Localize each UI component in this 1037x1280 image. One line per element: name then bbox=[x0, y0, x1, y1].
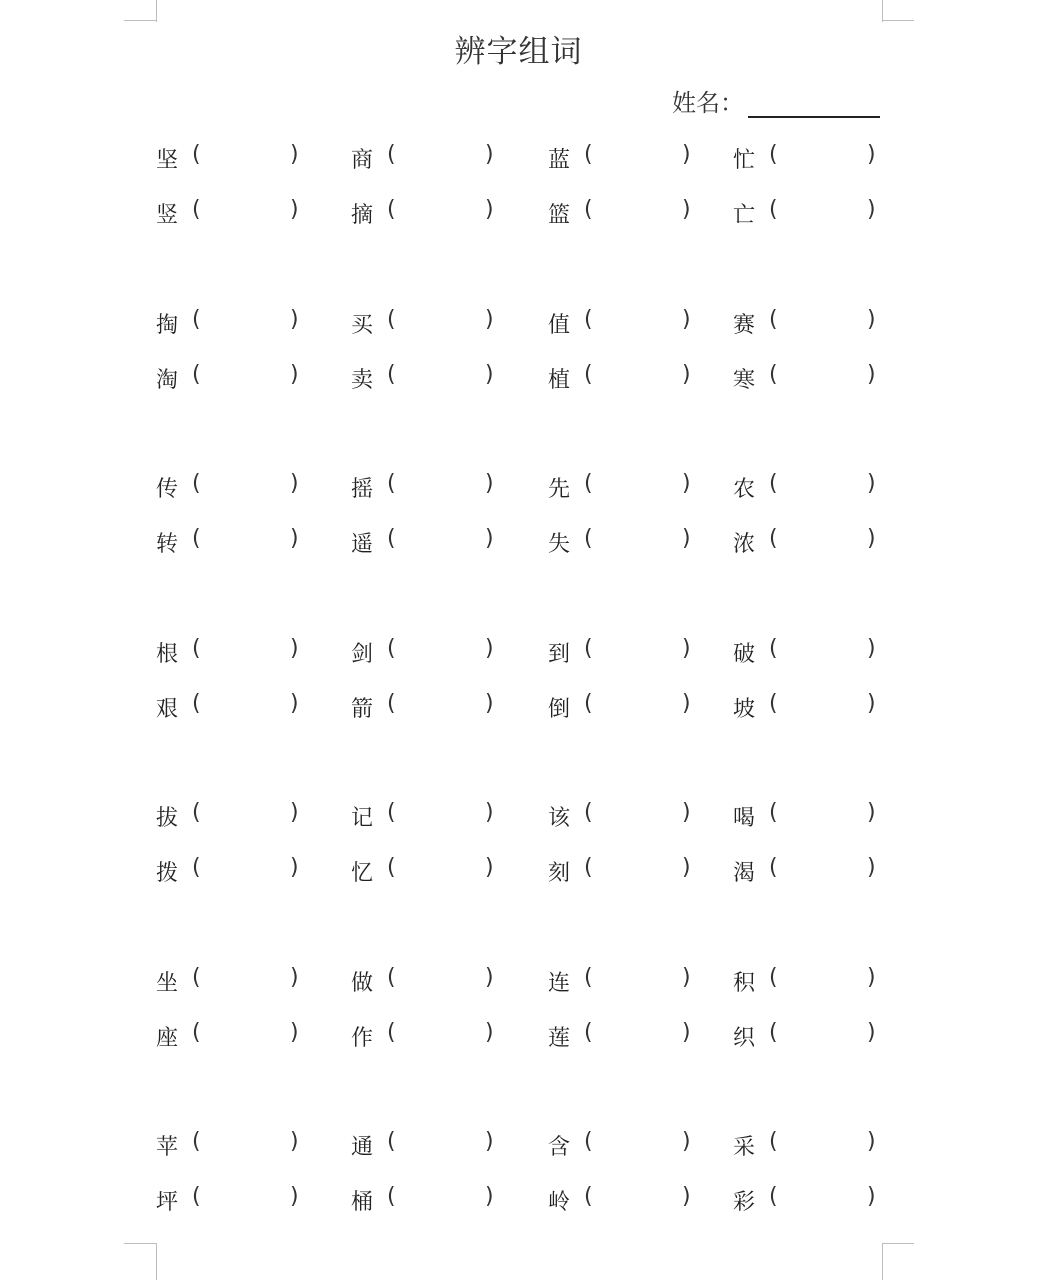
blank-open-paren[interactable]: ( bbox=[192, 197, 201, 222]
blank-close-paren: ) bbox=[485, 361, 494, 387]
character: 植 bbox=[548, 367, 571, 393]
blank-open-paren[interactable]: ( bbox=[387, 1184, 396, 1209]
blank-open-paren[interactable]: ( bbox=[192, 1129, 201, 1154]
character: 忆 bbox=[351, 861, 374, 886]
blank-close-paren: ) bbox=[682, 855, 691, 880]
word-cell bbox=[733, 692, 883, 722]
character: 织 bbox=[733, 1025, 756, 1051]
character: 遥 bbox=[351, 532, 374, 557]
word-cell bbox=[351, 198, 501, 228]
blank-close-paren: ) bbox=[290, 855, 299, 880]
word-row bbox=[0, 856, 1037, 886]
word-cell bbox=[733, 1021, 883, 1051]
word-cell bbox=[351, 1130, 501, 1160]
character: 掏 bbox=[156, 312, 179, 338]
word-cell bbox=[548, 1185, 698, 1215]
blank-open-paren[interactable]: ( bbox=[584, 690, 593, 716]
blank-open-paren[interactable]: ( bbox=[387, 964, 396, 990]
character: 苹 bbox=[156, 1135, 179, 1160]
blank-open-paren[interactable]: ( bbox=[192, 361, 201, 387]
blank-open-paren[interactable]: ( bbox=[192, 800, 201, 825]
blank-close-paren: ) bbox=[290, 800, 299, 825]
word-cell bbox=[351, 801, 501, 831]
word-cell bbox=[156, 198, 306, 228]
blank-close-paren: ) bbox=[682, 690, 691, 716]
blank-open-paren[interactable]: ( bbox=[192, 964, 201, 990]
blank-close-paren: ) bbox=[290, 635, 299, 661]
character: 篮 bbox=[548, 203, 571, 228]
character: 记 bbox=[351, 806, 374, 831]
blank-close-paren: ) bbox=[485, 1129, 494, 1154]
character: 买 bbox=[351, 312, 374, 338]
word-cell bbox=[351, 527, 501, 557]
character: 传 bbox=[156, 477, 179, 502]
word-cell bbox=[548, 308, 698, 338]
word-cell bbox=[733, 1130, 883, 1160]
blank-close-paren: ) bbox=[485, 800, 494, 825]
word-cell bbox=[733, 966, 883, 996]
character: 淘 bbox=[156, 367, 179, 393]
word-cell bbox=[733, 527, 883, 557]
character: 莲 bbox=[548, 1025, 571, 1051]
blank-open-paren[interactable]: ( bbox=[387, 471, 396, 496]
blank-close-paren: ) bbox=[682, 306, 691, 332]
blank-close-paren: ) bbox=[682, 142, 691, 167]
character: 拨 bbox=[156, 861, 179, 886]
word-row bbox=[0, 966, 1037, 996]
blank-open-paren[interactable]: ( bbox=[769, 526, 778, 551]
word-cell bbox=[351, 472, 501, 502]
character: 含 bbox=[548, 1135, 571, 1160]
blank-open-paren[interactable]: ( bbox=[387, 306, 396, 332]
blank-close-paren: ) bbox=[867, 306, 876, 332]
blank-close-paren: ) bbox=[682, 1184, 691, 1209]
word-row bbox=[0, 472, 1037, 502]
character: 商 bbox=[351, 148, 374, 173]
blank-open-paren[interactable]: ( bbox=[769, 1184, 778, 1209]
word-row bbox=[0, 1021, 1037, 1051]
blank-close-paren: ) bbox=[867, 800, 876, 825]
blank-close-paren: ) bbox=[290, 526, 299, 551]
word-cell bbox=[351, 966, 501, 996]
blank-open-paren[interactable]: ( bbox=[584, 197, 593, 222]
character: 积 bbox=[733, 970, 756, 996]
blank-open-paren[interactable]: ( bbox=[192, 1184, 201, 1209]
blank-open-paren[interactable]: ( bbox=[769, 855, 778, 880]
blank-close-paren: ) bbox=[485, 1184, 494, 1209]
character: 亡 bbox=[733, 203, 756, 228]
blank-open-paren[interactable]: ( bbox=[192, 142, 201, 167]
blank-open-paren[interactable]: ( bbox=[387, 1019, 396, 1045]
word-cell bbox=[156, 856, 306, 886]
blank-close-paren: ) bbox=[485, 197, 494, 222]
character: 坚 bbox=[156, 148, 179, 173]
word-cell bbox=[548, 692, 698, 722]
blank-open-paren[interactable]: ( bbox=[769, 142, 778, 167]
blank-close-paren: ) bbox=[485, 635, 494, 661]
character: 竖 bbox=[156, 203, 179, 228]
word-cell bbox=[156, 472, 306, 502]
blank-close-paren: ) bbox=[290, 361, 299, 387]
blank-close-paren: ) bbox=[485, 142, 494, 167]
blank-open-paren[interactable]: ( bbox=[387, 142, 396, 167]
character: 浓 bbox=[733, 532, 756, 557]
character: 连 bbox=[548, 970, 571, 996]
blank-open-paren[interactable]: ( bbox=[584, 1019, 593, 1045]
word-cell bbox=[548, 472, 698, 502]
character: 赛 bbox=[733, 312, 756, 338]
character: 桶 bbox=[351, 1190, 374, 1215]
blank-open-paren[interactable]: ( bbox=[192, 526, 201, 551]
blank-open-paren[interactable]: ( bbox=[387, 800, 396, 825]
blank-close-paren: ) bbox=[485, 471, 494, 496]
character: 拔 bbox=[156, 806, 179, 831]
blank-close-paren: ) bbox=[867, 855, 876, 880]
character: 渴 bbox=[733, 861, 756, 886]
blank-close-paren: ) bbox=[682, 800, 691, 825]
blank-close-paren: ) bbox=[682, 1019, 691, 1045]
character: 箭 bbox=[351, 696, 374, 722]
word-cell bbox=[156, 143, 306, 173]
word-cell bbox=[156, 692, 306, 722]
character: 采 bbox=[733, 1135, 756, 1160]
blank-close-paren: ) bbox=[290, 1019, 299, 1045]
word-cell bbox=[351, 1185, 501, 1215]
character: 失 bbox=[548, 532, 571, 557]
blank-open-paren[interactable]: ( bbox=[769, 964, 778, 990]
character: 做 bbox=[351, 970, 374, 996]
blank-close-paren: ) bbox=[682, 635, 691, 661]
word-cell bbox=[733, 308, 883, 338]
blank-open-paren[interactable]: ( bbox=[387, 635, 396, 661]
word-cell bbox=[351, 637, 501, 667]
word-row bbox=[0, 801, 1037, 831]
blank-close-paren: ) bbox=[867, 471, 876, 496]
word-cell bbox=[548, 856, 698, 886]
blank-open-paren[interactable]: ( bbox=[769, 197, 778, 222]
word-cell bbox=[733, 198, 883, 228]
character: 剑 bbox=[351, 641, 374, 667]
character: 刻 bbox=[548, 861, 571, 886]
blank-open-paren[interactable]: ( bbox=[584, 1184, 593, 1209]
word-cell bbox=[733, 856, 883, 886]
character: 坐 bbox=[156, 970, 179, 996]
word-cell bbox=[733, 637, 883, 667]
word-cell bbox=[351, 363, 501, 393]
blank-open-paren[interactable]: ( bbox=[769, 306, 778, 332]
blank-close-paren: ) bbox=[682, 526, 691, 551]
character: 破 bbox=[733, 641, 756, 667]
word-cell bbox=[733, 143, 883, 173]
word-cell bbox=[156, 1185, 306, 1215]
blank-close-paren: ) bbox=[290, 1129, 299, 1154]
word-row bbox=[0, 143, 1037, 173]
blank-close-paren: ) bbox=[682, 964, 691, 990]
blank-open-paren[interactable]: ( bbox=[769, 471, 778, 496]
word-row bbox=[0, 198, 1037, 228]
blank-close-paren: ) bbox=[485, 690, 494, 716]
word-row bbox=[0, 692, 1037, 722]
character: 忙 bbox=[733, 148, 756, 173]
blank-close-paren: ) bbox=[485, 306, 494, 332]
character: 艰 bbox=[156, 696, 179, 722]
blank-close-paren: ) bbox=[867, 142, 876, 167]
blank-close-paren: ) bbox=[867, 1184, 876, 1209]
word-cell bbox=[733, 801, 883, 831]
word-cell bbox=[548, 1021, 698, 1051]
blank-open-paren[interactable]: ( bbox=[387, 361, 396, 387]
character: 值 bbox=[548, 312, 571, 338]
word-cell bbox=[733, 472, 883, 502]
word-row bbox=[0, 1185, 1037, 1215]
character: 坡 bbox=[733, 696, 756, 722]
word-cell bbox=[351, 692, 501, 722]
word-cell bbox=[156, 637, 306, 667]
character: 摇 bbox=[351, 477, 374, 502]
character: 到 bbox=[548, 641, 571, 667]
blank-close-paren: ) bbox=[290, 471, 299, 496]
blank-open-paren[interactable]: ( bbox=[387, 1129, 396, 1154]
blank-open-paren[interactable]: ( bbox=[584, 306, 593, 332]
blank-close-paren: ) bbox=[290, 197, 299, 222]
word-cell bbox=[351, 308, 501, 338]
blank-open-paren[interactable]: ( bbox=[584, 1129, 593, 1154]
blank-close-paren: ) bbox=[485, 526, 494, 551]
word-cell bbox=[548, 198, 698, 228]
blank-open-paren[interactable]: ( bbox=[584, 526, 593, 551]
character: 该 bbox=[548, 806, 571, 831]
blank-open-paren[interactable]: ( bbox=[387, 526, 396, 551]
blank-open-paren[interactable]: ( bbox=[584, 964, 593, 990]
blank-open-paren[interactable]: ( bbox=[769, 361, 778, 387]
word-cell bbox=[548, 527, 698, 557]
word-cell bbox=[548, 637, 698, 667]
word-cell bbox=[548, 801, 698, 831]
blank-close-paren: ) bbox=[867, 690, 876, 716]
blank-close-paren: ) bbox=[485, 855, 494, 880]
character: 根 bbox=[156, 641, 179, 667]
blank-open-paren[interactable]: ( bbox=[192, 306, 201, 332]
word-cell bbox=[156, 966, 306, 996]
blank-open-paren[interactable]: ( bbox=[192, 635, 201, 661]
character: 转 bbox=[156, 532, 179, 557]
word-cell bbox=[156, 527, 306, 557]
word-row bbox=[0, 527, 1037, 557]
blank-close-paren: ) bbox=[682, 471, 691, 496]
character: 蓝 bbox=[548, 148, 571, 173]
word-cell bbox=[156, 801, 306, 831]
character: 通 bbox=[351, 1135, 374, 1160]
blank-open-paren[interactable]: ( bbox=[769, 800, 778, 825]
blank-open-paren[interactable]: ( bbox=[192, 855, 201, 880]
blank-open-paren[interactable]: ( bbox=[584, 635, 593, 661]
character: 寒 bbox=[733, 367, 756, 393]
blank-close-paren: ) bbox=[485, 964, 494, 990]
character: 喝 bbox=[733, 806, 756, 831]
word-cell bbox=[351, 1021, 501, 1051]
character: 彩 bbox=[733, 1190, 756, 1215]
blank-close-paren: ) bbox=[290, 690, 299, 716]
blank-close-paren: ) bbox=[867, 635, 876, 661]
blank-open-paren[interactable]: ( bbox=[769, 1019, 778, 1045]
blank-close-paren: ) bbox=[867, 1129, 876, 1154]
blank-close-paren: ) bbox=[290, 1184, 299, 1209]
character: 作 bbox=[351, 1025, 374, 1051]
blank-open-paren[interactable]: ( bbox=[192, 690, 201, 716]
character: 卖 bbox=[351, 367, 374, 393]
word-row bbox=[0, 363, 1037, 393]
word-cell bbox=[156, 308, 306, 338]
word-cell bbox=[156, 1021, 306, 1051]
word-row bbox=[0, 308, 1037, 338]
blank-open-paren[interactable]: ( bbox=[192, 471, 201, 496]
blank-close-paren: ) bbox=[682, 361, 691, 387]
word-row bbox=[0, 1130, 1037, 1160]
blank-close-paren: ) bbox=[867, 526, 876, 551]
character: 摘 bbox=[351, 203, 374, 228]
word-cell bbox=[156, 1130, 306, 1160]
word-cell bbox=[351, 856, 501, 886]
blank-close-paren: ) bbox=[867, 361, 876, 387]
blank-open-paren[interactable]: ( bbox=[387, 855, 396, 880]
blank-open-paren[interactable]: ( bbox=[769, 690, 778, 716]
word-cell bbox=[351, 143, 501, 173]
word-cell bbox=[733, 363, 883, 393]
blank-close-paren: ) bbox=[485, 1019, 494, 1045]
word-cell bbox=[548, 966, 698, 996]
blank-close-paren: ) bbox=[290, 306, 299, 332]
blank-close-paren: ) bbox=[867, 964, 876, 990]
character: 先 bbox=[548, 477, 571, 502]
word-cell bbox=[548, 363, 698, 393]
blank-open-paren[interactable]: ( bbox=[769, 635, 778, 661]
character: 岭 bbox=[548, 1190, 571, 1215]
character: 农 bbox=[733, 477, 756, 502]
blank-open-paren[interactable]: ( bbox=[584, 855, 593, 880]
blank-close-paren: ) bbox=[867, 197, 876, 222]
character: 倒 bbox=[548, 696, 571, 722]
blank-close-paren: ) bbox=[290, 964, 299, 990]
blank-open-paren[interactable]: ( bbox=[584, 142, 593, 167]
blank-close-paren: ) bbox=[682, 1129, 691, 1154]
page-title: 辨字组词 bbox=[454, 34, 583, 70]
blank-close-paren: ) bbox=[867, 1019, 876, 1045]
word-cell bbox=[733, 1185, 883, 1215]
blank-open-paren[interactable]: ( bbox=[584, 361, 593, 387]
character: 坪 bbox=[156, 1190, 179, 1215]
word-cell bbox=[156, 363, 306, 393]
blank-open-paren[interactable]: ( bbox=[584, 471, 593, 496]
word-cell bbox=[548, 1130, 698, 1160]
blank-close-paren: ) bbox=[682, 197, 691, 222]
character: 座 bbox=[156, 1025, 179, 1051]
blank-open-paren[interactable]: ( bbox=[387, 690, 396, 716]
blank-open-paren[interactable]: ( bbox=[584, 800, 593, 825]
name-label: 姓名： bbox=[672, 89, 744, 117]
blank-open-paren[interactable]: ( bbox=[192, 1019, 201, 1045]
blank-close-paren: ) bbox=[290, 142, 299, 167]
blank-open-paren[interactable]: ( bbox=[387, 197, 396, 222]
word-row bbox=[0, 637, 1037, 667]
blank-open-paren[interactable]: ( bbox=[769, 1129, 778, 1154]
word-cell bbox=[548, 143, 698, 173]
